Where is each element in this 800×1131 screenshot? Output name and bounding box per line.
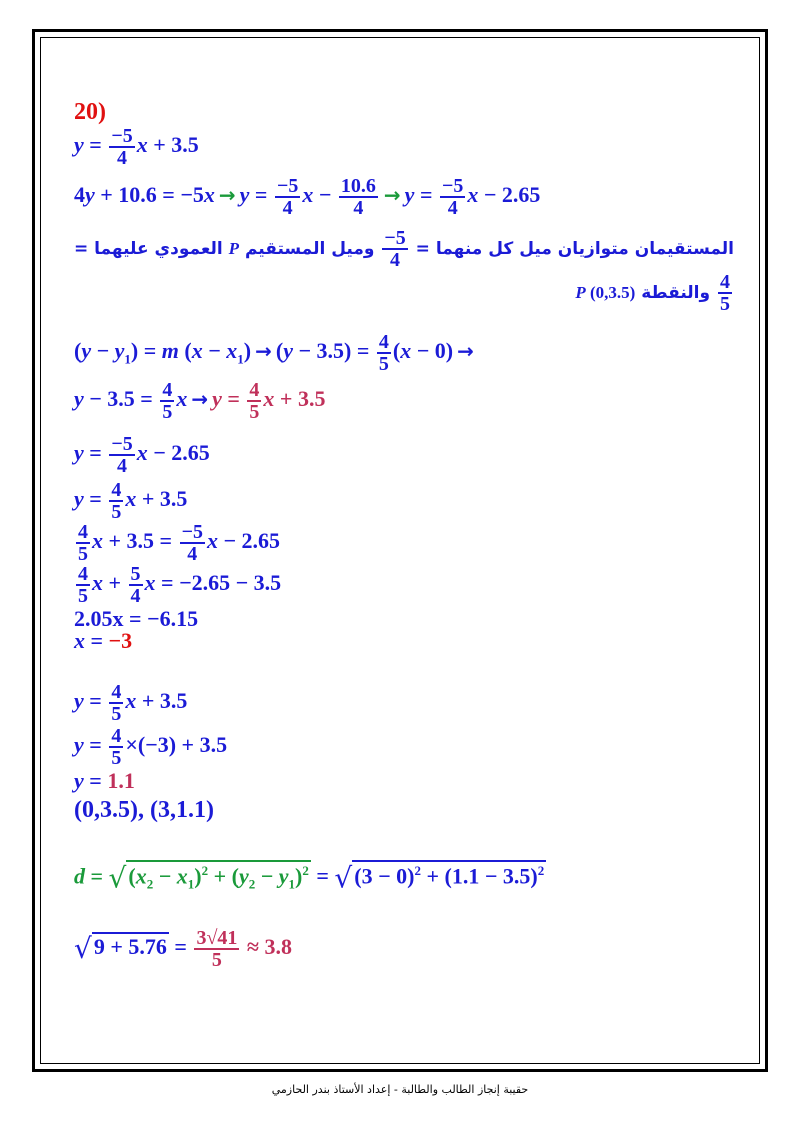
equation-line-11: y = $\frac{4}{5}$ x + 3.5 bbox=[74, 681, 188, 725]
problem-number: 20) bbox=[74, 99, 106, 125]
point-slope-line: $(y - y_1) = m$ $(x - x_1) \to (y - 3.5)$ = $\frac{4}{5}$ (x − 0) → bbox=[74, 331, 474, 375]
page-footer: حقيبة إنجاز الطالب والطالبة - إعداد الأستاذ بندر الحازمي bbox=[271, 1083, 529, 1096]
equation-line-1: y = $\frac{-5}{4}$ x + 3.5 bbox=[74, 125, 199, 169]
arabic-statement-2: $\frac{4}{5}$ والنقطة P (0,3.5) bbox=[575, 271, 730, 315]
points-pair: (0,3.5), (3,1.1) bbox=[74, 797, 214, 823]
equation-line-5: y = $\frac{-5}{4}$ x − 2.65 bbox=[74, 433, 210, 477]
equation-line-9: 2.05x = −6.15 bbox=[74, 606, 199, 631]
equation-line-8: $\frac{4}{5}$ x + $\frac{5}{4}$ x = −2.65 − 3.5 bbox=[78, 563, 282, 607]
distance-result: √9 + 5.76 = $\frac{3√41}{5}$ ≈ 3.8 bbox=[74, 927, 292, 971]
equation-line-6: y = $\frac{4}{5}$ x + 3.5 bbox=[74, 479, 188, 523]
x-solution: x = −3 bbox=[74, 628, 133, 653]
y-solution: y = 1.1 bbox=[74, 768, 135, 793]
perpendicular-line-result: y − 3.5 = $\frac{4}{5}$ x → y = $\frac{4}{5}$ x + 3.5 bbox=[74, 379, 326, 423]
equation-line-2: 4y + 10.6 = −5x → y = $\frac{-5}{4}$ x − $\frac{10.6}{4}$ → y = $\frac{-5}{4}$ x − 2.65 bbox=[74, 175, 541, 219]
equation-line-7: $\frac{4}{5}$ x + 3.5 = $\frac{-5}{4}$ x − 2.65 bbox=[78, 521, 281, 565]
equation-line-12: y = $\frac{4}{5}$ ×(−3) + 3.5 bbox=[74, 725, 228, 769]
arabic-statement-1: المستقيمان متوازيان ميل كل منهما = $\frac{-5}{4}$ وميل المستقيم P العمودي عليهما = bbox=[73, 227, 734, 271]
distance-formula: $d = √(x_2 - x_1)^2 + (y_2 - y_1)^2 = √(3 - 0)^2 + (1.1 - 3.5)^2$ bbox=[74, 861, 545, 895]
